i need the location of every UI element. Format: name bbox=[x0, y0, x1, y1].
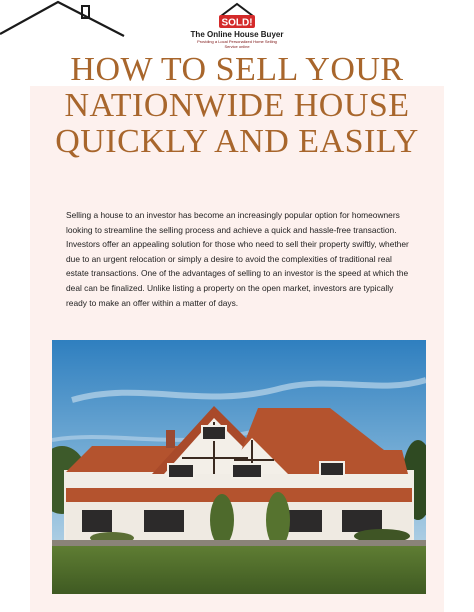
company-logo bbox=[178, 2, 296, 49]
house-roof-outline-icon bbox=[0, 0, 150, 42]
house-photo bbox=[52, 340, 426, 594]
page-title: HOW TO SELL YOUR NATIONWIDE HOUSE QUICKLY AND EASILY bbox=[55, 51, 419, 160]
logo-tagline: Providing a Local Personalized Home Selling Service online bbox=[197, 39, 277, 49]
logo-company-name: The Online House Buyer bbox=[190, 30, 284, 39]
body-paragraph: Selling a house to an investor has become an increasingly popular option for homeowners looking to streamline the selling process and achieve a quick and hassle-free transaction. Investors offer an appealing solution for those who need to sell their property swiftly, whether due to an urgent relocation or simply a desire to avoid the complexities of traditional real estate transactions. One of the advantages of selling to an investor is the speed at which the deal can be finalized. Unlike listing a property on the open market, investors are typically ready to make an offer within a matter of days. bbox=[66, 210, 409, 308]
logo-badge-text: SOLD! bbox=[221, 17, 253, 29]
sold-house-logo-icon bbox=[215, 2, 259, 30]
